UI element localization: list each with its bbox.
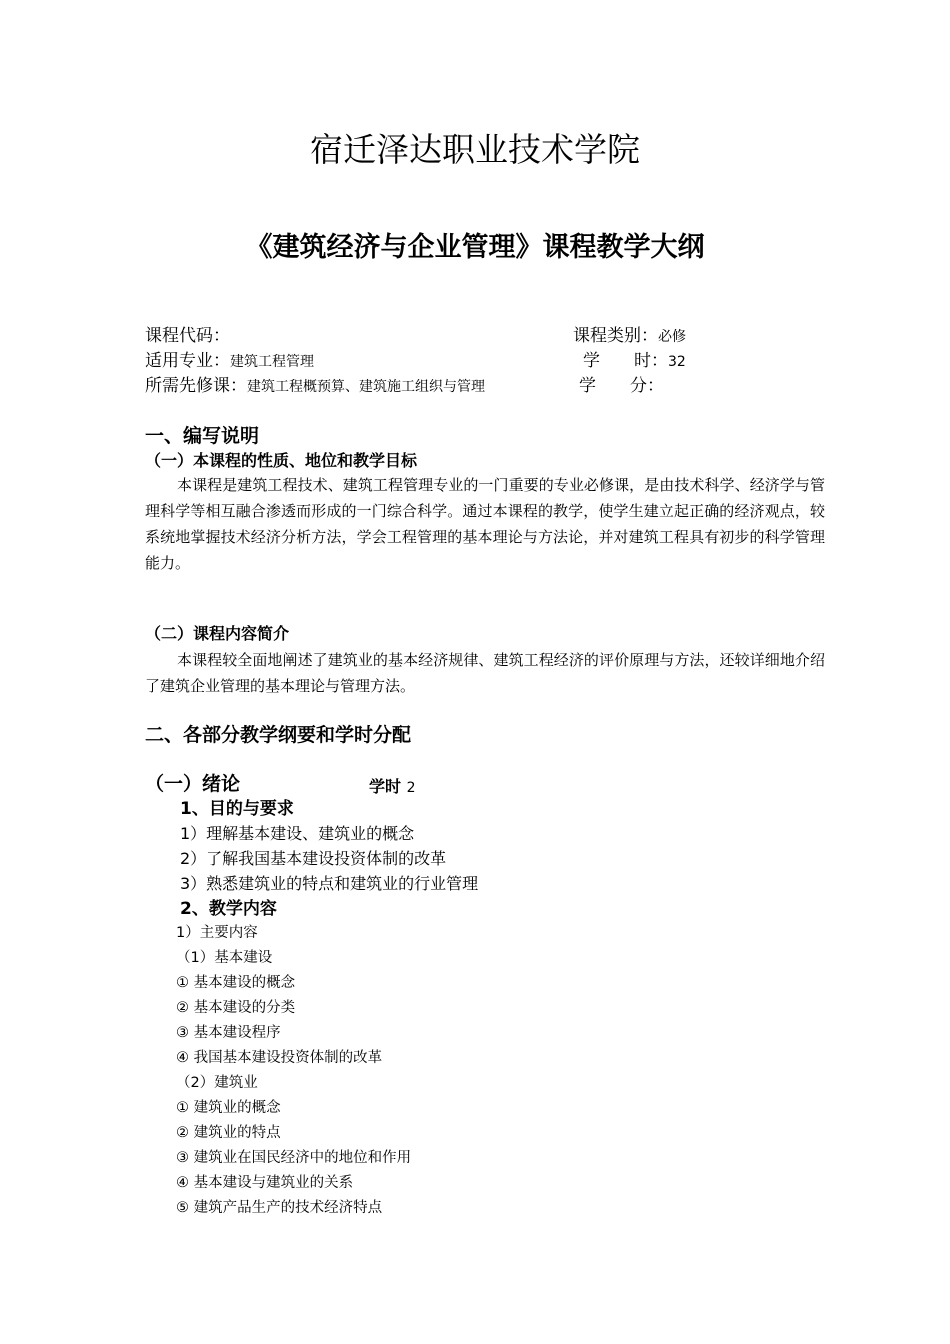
list-item: ③ 建筑业在国民经济中的地位和作用 [176, 1150, 412, 1166]
goal-item: 2）了解我国基本建设投资体制的改革 [180, 849, 447, 868]
prereq-label: 所需先修课： [145, 376, 247, 396]
category-value: 必修 [658, 329, 686, 345]
part-1-hours-value: 2 [406, 780, 416, 796]
part-1-heading: （一）绪论 [145, 773, 241, 795]
hours-value: 32 [668, 354, 686, 370]
hours-row [583, 348, 686, 375]
group-1-heading: （1）基本建设 [176, 950, 273, 966]
part-1-hours-label: 学时 [369, 777, 402, 796]
goal-item: 3）熟悉建筑业的特点和建筑业的行业管理 [180, 874, 479, 893]
hours-label: 学 时： [583, 351, 668, 371]
course-code-label: 课程代码： [145, 326, 230, 346]
list-item: ④ 基本建设与建筑业的关系 [176, 1175, 354, 1191]
category-label: 课程类别： [573, 326, 658, 346]
section-2-heading: 二、各部分教学纲要和学时分配 [145, 724, 412, 746]
list-item: ⑤ 建筑产品生产的技术经济特点 [176, 1200, 383, 1216]
major-label: 适用专业： [145, 351, 230, 371]
section-1-sub-1-heading: （一）本课程的性质、地位和教学目标 [145, 451, 418, 470]
list-item: ① 基本建设的概念 [176, 975, 296, 991]
list-item: ① 建筑业的概念 [176, 1100, 281, 1116]
major-value: 建筑工程管理 [230, 354, 314, 370]
section-1-heading: 一、编写说明 [145, 425, 260, 447]
prereq-value: 建筑工程概预算、建筑施工组织与管理 [247, 379, 485, 395]
section-1-sub-2-heading: （二）课程内容简介 [145, 624, 290, 643]
goals-heading: 1、目的与要求 [180, 799, 294, 819]
major-row [145, 348, 314, 375]
syllabus-title: 《建筑经济与企业管理》课程教学大纲 [245, 232, 705, 263]
content-main-label: 1）主要内容 [176, 925, 258, 941]
goal-item: 1）理解基本建设、建筑业的概念 [180, 824, 415, 843]
section-1-sub-1-text: 本课程是建筑工程技术、建筑工程管理专业的一门重要的专业必修课，是由技术科学、经济学与管理科学等相互融合渗透而形成的一门综合科学。通过本课程的教学，使学生建立起正确的经济观点，较系统地掌握技术经济分析方法，学会工程管理的基本理论与方法论，并对建筑工程具有初步的科学管理能力。 [145, 476, 825, 572]
credits-row [579, 373, 664, 400]
section-1-sub-2-text: 本课程较全面地阐述了建筑业的基本经济规律、建筑工程经济的评价原理与方法，还较详细地介绍了建筑企业管理的基本理论与管理方法。 [145, 651, 825, 695]
part-1-hours [369, 774, 416, 797]
prereq-row [145, 373, 485, 400]
list-item: ④ 我国基本建设投资体制的改革 [176, 1050, 383, 1066]
school-name: 宿迁泽达职业技术学院 [310, 130, 640, 169]
list-item: ② 建筑业的特点 [176, 1125, 281, 1141]
credits-label: 学 分： [579, 376, 664, 396]
group-2-heading: （2）建筑业 [176, 1075, 258, 1091]
category-row [573, 323, 686, 350]
content-heading: 2、教学内容 [180, 899, 277, 919]
list-item: ③ 基本建设程序 [176, 1025, 281, 1041]
list-item: ② 基本建设的分类 [176, 1000, 296, 1016]
course-code-row [145, 323, 230, 350]
